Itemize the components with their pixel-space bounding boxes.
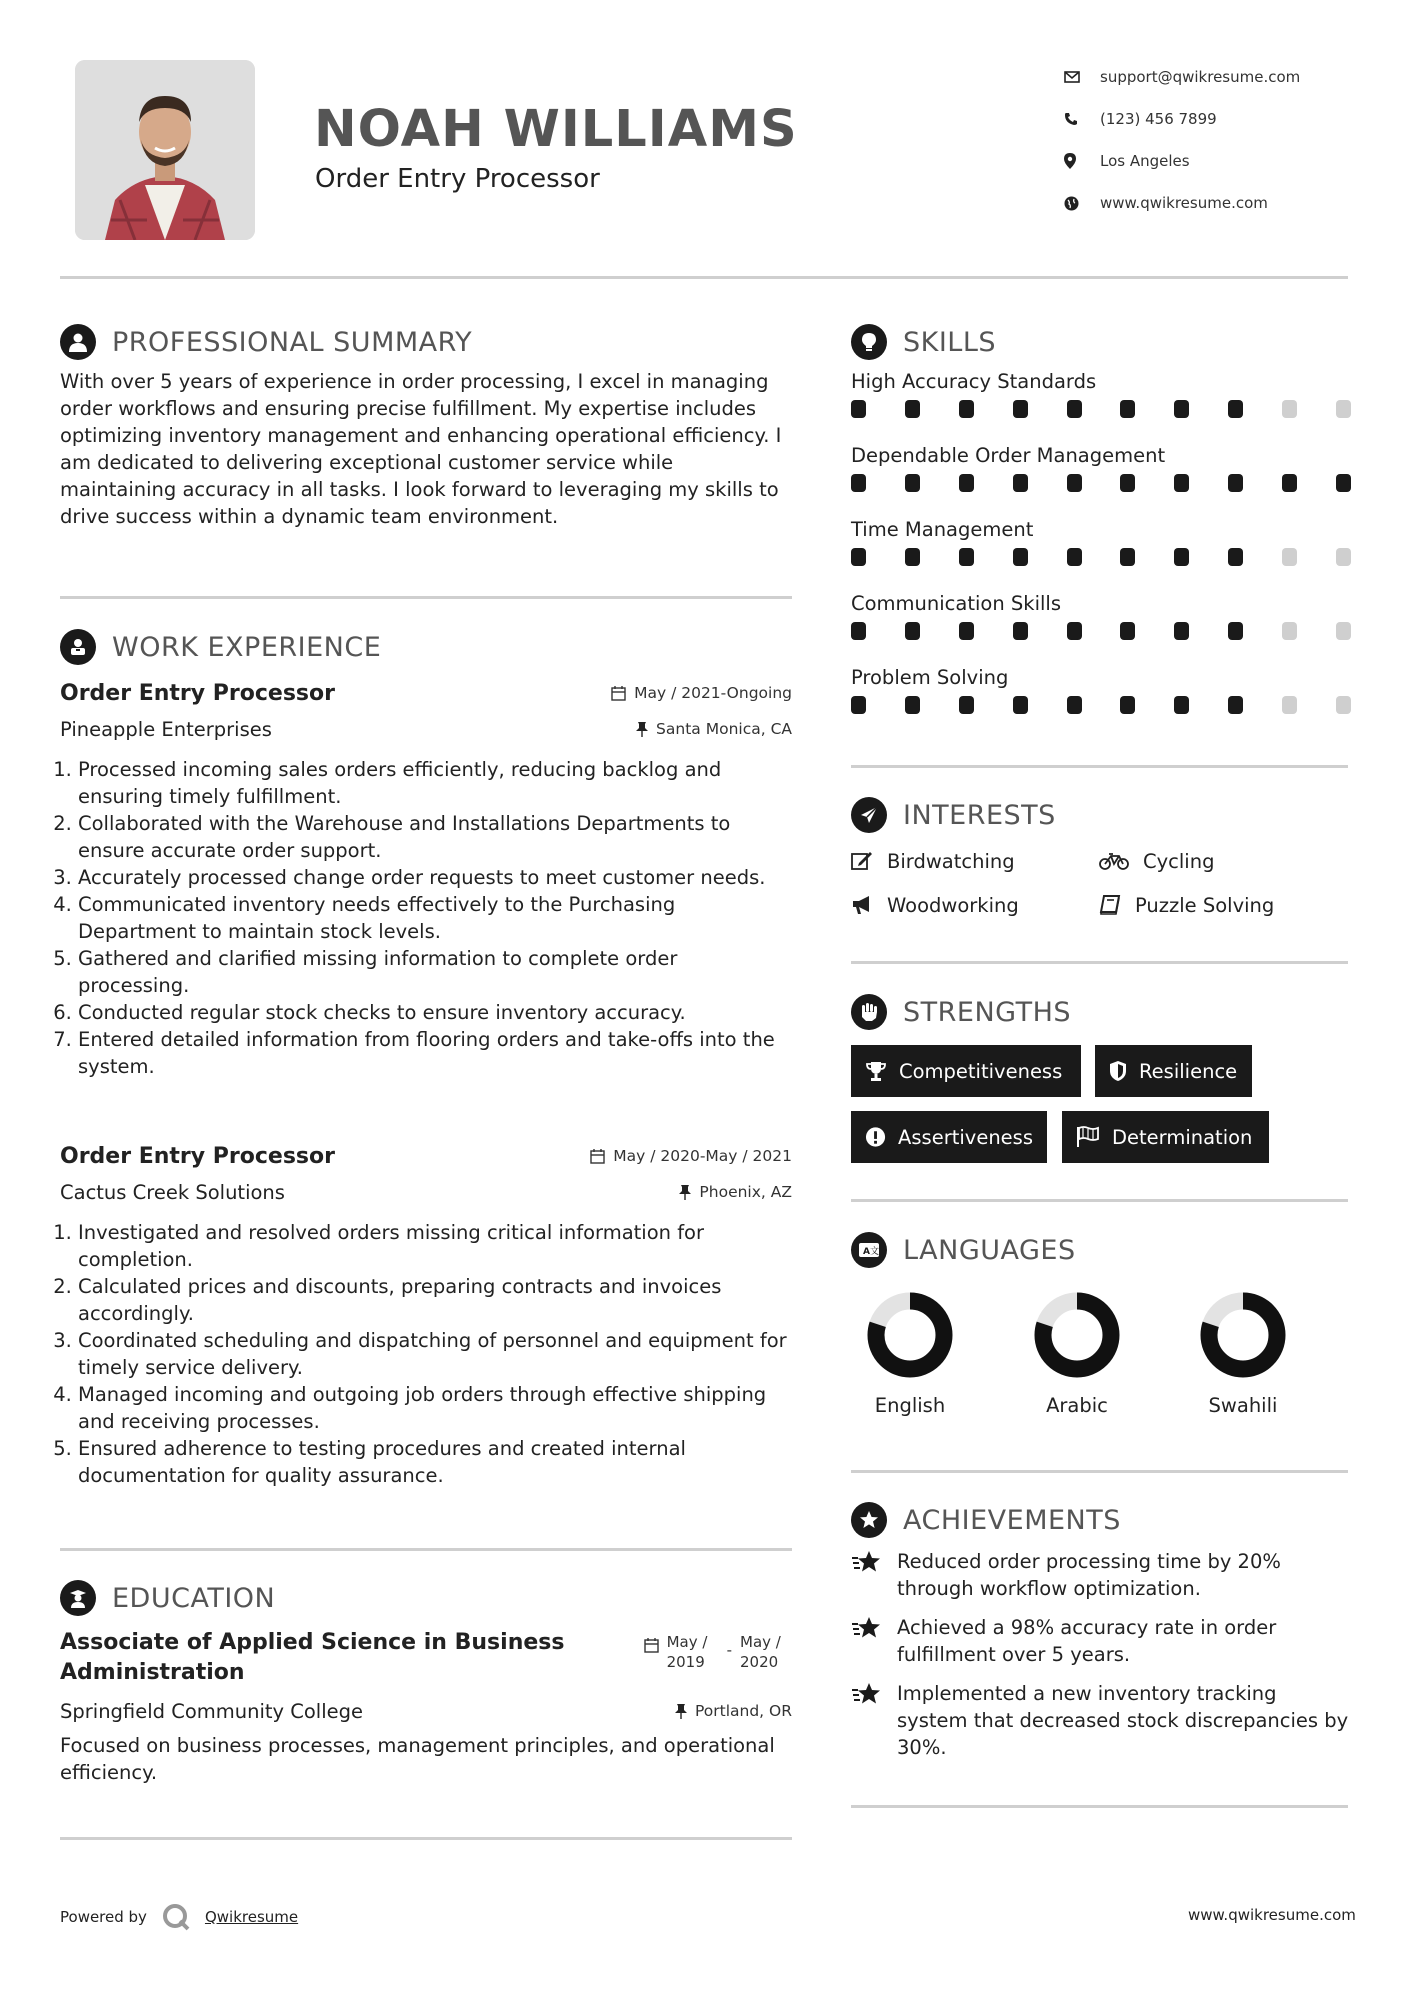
pushpin-icon [636, 722, 648, 737]
skill-dot-filled [959, 474, 974, 492]
user-icon [60, 324, 96, 360]
language-label: Arabic [1046, 1394, 1108, 1417]
contact-phone-text: (123) 456 7899 [1100, 110, 1217, 128]
skill-dot-filled [1174, 622, 1189, 640]
skill-dot-filled [1174, 400, 1189, 418]
degree-title: Associate of Applied Science in Business Administration [60, 1630, 565, 1685]
achievements-heading: ACHIEVEMENTS [903, 1504, 1121, 1536]
job-location [636, 720, 792, 738]
skill-dot-filled [1067, 474, 1082, 492]
job-bullet: 2. Collaborated with the Warehouse and Installations Departments to ensure accurate order support. [78, 810, 792, 864]
skill-dot-filled [1120, 696, 1135, 714]
achievements-header [851, 1502, 1351, 1538]
job-entry [60, 678, 792, 1080]
bicycle-icon [1099, 851, 1129, 871]
svg-text:文: 文 [870, 1247, 880, 1257]
header-divider [60, 276, 1348, 279]
contact-list [1064, 56, 1364, 224]
contact-email[interactable] [1064, 56, 1364, 98]
language-donut [1198, 1290, 1288, 1380]
skill-dot-filled [1013, 696, 1028, 714]
interest-label: Birdwatching [887, 849, 1015, 873]
summary-heading: PROFESSIONAL SUMMARY [112, 326, 473, 358]
education-location-text: Portland, OR [694, 1702, 792, 1720]
strength-label: Resilience [1139, 1059, 1238, 1083]
education-date [644, 1628, 792, 1688]
globe-icon [1064, 196, 1100, 211]
education-header [60, 1580, 792, 1616]
book-icon [1099, 895, 1121, 915]
language-item [845, 1290, 975, 1417]
pushpin-icon [675, 1704, 687, 1719]
skill-rating [851, 548, 1351, 586]
skills-heading: SKILLS [903, 326, 997, 358]
job-bullet: 2. Calculated prices and discounts, preparing contracts and invoices accordingly. [78, 1273, 792, 1327]
fist-icon [851, 994, 887, 1030]
qwikresume-link[interactable]: Qwikresume [204, 1908, 299, 1926]
languages-section [851, 1232, 1351, 1268]
education-description: Focused on business processes, management principles, and operational efficiency. [60, 1734, 775, 1784]
contact-email-text: support@qwikresume.com [1100, 68, 1301, 86]
languages-header [851, 1232, 1351, 1268]
school-name: Springfield Community College [60, 1699, 364, 1723]
experience-section [60, 629, 792, 665]
calendar-icon [590, 1149, 605, 1164]
language-item [1012, 1290, 1142, 1417]
pushpin-icon [679, 1185, 691, 1200]
skill-item [851, 364, 1351, 438]
skill-name: High Accuracy Standards [851, 370, 1097, 393]
trophy-icon [865, 1060, 887, 1082]
skill-dot-filled [1174, 696, 1189, 714]
megaphone-icon [851, 895, 873, 915]
job-bullet: 7. Entered detailed information from flooring orders and take-offs into the system. [78, 1026, 792, 1080]
flag-icon [1076, 1126, 1100, 1148]
candidate-title: Order Entry Processor [315, 164, 600, 194]
skill-dot-empty [1336, 548, 1351, 566]
phone-icon [1064, 112, 1100, 126]
achievement-item [851, 1614, 1351, 1668]
skill-dot-filled [1120, 474, 1135, 492]
interests-heading: INTERESTS [903, 799, 1056, 831]
education-section [60, 1580, 792, 1786]
summary-header [60, 324, 795, 360]
summary-section [60, 324, 795, 530]
skill-rating [851, 622, 1351, 660]
skill-dot-empty [1336, 622, 1351, 640]
pencil-square-icon [851, 851, 873, 871]
job-bullet: 1. Processed incoming sales orders efficiently, reducing backlog and ensuring timely fulfillment. [78, 756, 792, 810]
skills-header [851, 324, 1351, 360]
education-divider [60, 1837, 792, 1840]
skill-name: Communication Skills [851, 592, 1061, 615]
job-date [590, 1147, 792, 1165]
skill-dot-filled [1013, 474, 1028, 492]
experience-header [60, 629, 792, 665]
footer-brand [60, 1902, 298, 1932]
graduate-icon [60, 1580, 96, 1616]
skill-dot-filled [959, 622, 974, 640]
skill-dot-filled [1228, 622, 1243, 640]
job-location [679, 1183, 792, 1201]
skill-dot-filled [1120, 622, 1135, 640]
language-donut [1032, 1290, 1122, 1380]
skill-dot-filled [1013, 622, 1028, 640]
job-bullet: 5. Gathered and clarified missing information to complete order processing. [78, 945, 792, 999]
skill-dot-filled [1067, 400, 1082, 418]
job-title: Order Entry Processor [60, 680, 335, 706]
powered-by-text: Powered by [60, 1908, 147, 1926]
achievement-text: Achieved a 98% accuracy rate in order fulfillment over 5 years. [897, 1616, 1277, 1666]
star-icon [851, 1680, 897, 1761]
skill-dot-filled [1228, 548, 1243, 566]
star-icon [851, 1548, 897, 1602]
interest-label: Cycling [1143, 849, 1215, 873]
language-label: English [874, 1394, 946, 1417]
qwikresume-logo-icon [161, 1902, 191, 1932]
contact-location [1064, 140, 1364, 182]
strength-tag [1095, 1045, 1252, 1097]
skill-dot-filled [1067, 548, 1082, 566]
skill-dot-filled [1013, 548, 1028, 566]
interest-item [851, 839, 1099, 883]
achievement-text: Reduced order processing time by 20% through workflow optimization. [897, 1550, 1281, 1600]
skill-dot-filled [851, 548, 866, 566]
profile-photo-illustration [75, 60, 255, 240]
job-bullets [60, 1219, 792, 1489]
strength-tag [1062, 1111, 1269, 1163]
job-bullet: 4. Communicated inventory needs effectively to the Purchasing Department to maintain stock levels. [78, 891, 792, 945]
skill-dot-filled [1013, 400, 1028, 418]
skill-dot-filled [851, 400, 866, 418]
summary-divider [60, 596, 792, 599]
achievement-text: Implemented a new inventory tracking system that decreased stock discrepancies by 30%. [897, 1682, 1349, 1759]
briefcase-user-icon [60, 629, 96, 665]
skill-dot-filled [851, 622, 866, 640]
skill-dot-empty [1336, 400, 1351, 418]
skill-dot-filled [959, 548, 974, 566]
education-location [675, 1702, 792, 1720]
strengths-section [851, 994, 1351, 1030]
education-date-separator: - [726, 1641, 732, 1659]
job-title: Order Entry Processor [60, 1143, 335, 1169]
candidate-name: NOAH WILLIAMS [314, 100, 798, 159]
job-bullet: 3. Accurately processed change order requests to meet customer needs. [78, 864, 792, 891]
education-heading: EDUCATION [112, 1582, 276, 1614]
job-location-text: Phoenix, AZ [699, 1183, 792, 1201]
job-bullet: 5. Ensured adherence to testing procedures and created internal documentation for quality assurance. [78, 1435, 792, 1489]
interest-item [1099, 883, 1347, 927]
envelope-icon [1064, 71, 1100, 83]
skill-rating [851, 400, 1351, 438]
interests-section [851, 797, 1351, 927]
skill-dot-filled [1282, 474, 1297, 492]
education-date-end: May / 2020 [740, 1633, 781, 1671]
skill-name: Problem Solving [851, 666, 1009, 689]
job-bullet: 6. Conducted regular stock checks to ensure inventory accuracy. [78, 999, 792, 1026]
calendar-icon [611, 686, 626, 701]
skill-name: Time Management [851, 518, 1034, 541]
strength-label: Competitiveness [899, 1059, 1063, 1083]
profile-photo [75, 60, 255, 240]
job-date-text: May / 2020-May / 2021 [613, 1147, 792, 1165]
skill-item [851, 512, 1351, 586]
contact-website-text: www.qwikresume.com [1100, 194, 1268, 212]
skill-dot-empty [1282, 400, 1297, 418]
interest-item [851, 883, 1099, 927]
experience-divider [60, 1548, 792, 1551]
skill-dot-empty [1282, 622, 1297, 640]
job-company: Pineapple Enterprises [60, 717, 272, 741]
skill-dot-empty [1336, 696, 1351, 714]
skill-dot-filled [959, 696, 974, 714]
skill-dot-filled [1336, 474, 1351, 492]
skill-item [851, 586, 1351, 660]
job-company: Cactus Creek Solutions [60, 1180, 285, 1204]
language-donut [865, 1290, 955, 1380]
strength-tag [851, 1045, 1081, 1097]
contact-website[interactable] [1064, 182, 1364, 224]
footer-website[interactable]: www.qwikresume.com [1188, 1906, 1356, 1924]
skill-rating [851, 474, 1351, 512]
star-badge-icon [851, 1502, 887, 1538]
skill-dot-filled [1120, 548, 1135, 566]
languages-heading: LANGUAGES [903, 1234, 1076, 1266]
achievement-item [851, 1680, 1351, 1761]
star-icon [851, 1614, 897, 1668]
skill-dot-filled [959, 400, 974, 418]
language-icon [851, 1232, 887, 1268]
strength-tag [851, 1111, 1047, 1163]
skill-dot-empty [1282, 548, 1297, 566]
education-date-start: May / 2019 [666, 1633, 708, 1671]
interest-label: Woodworking [887, 893, 1019, 917]
job-bullet: 4. Managed incoming and outgoing job orders through effective shipping and receiving processes. [78, 1381, 792, 1435]
skill-dot-filled [1067, 622, 1082, 640]
skill-dot-filled [905, 622, 920, 640]
strength-label: Assertiveness [898, 1125, 1033, 1149]
achievement-item [851, 1548, 1351, 1602]
job-bullets [60, 756, 792, 1080]
skill-dot-filled [851, 696, 866, 714]
job-date-text: May / 2021-Ongoing [634, 684, 792, 702]
contact-phone[interactable] [1064, 98, 1364, 140]
skill-dot-filled [1067, 696, 1082, 714]
achievements-divider [851, 1805, 1348, 1808]
skill-dot-filled [851, 474, 866, 492]
job-date [611, 684, 792, 702]
skills-list [851, 364, 1351, 734]
skill-dot-filled [1228, 400, 1243, 418]
skill-dot-filled [1174, 548, 1189, 566]
achievements-list [851, 1548, 1351, 1761]
strengths-header [851, 994, 1351, 1030]
contact-location-text: Los Angeles [1100, 152, 1190, 170]
skill-name: Dependable Order Management [851, 444, 1166, 467]
skill-rating [851, 696, 1351, 734]
skill-dot-filled [905, 400, 920, 418]
achievements-section [851, 1502, 1351, 1773]
job-bullet: 1. Investigated and resolved orders missing critical information for completion. [78, 1219, 792, 1273]
skill-dot-filled [905, 548, 920, 566]
strengths-divider [851, 1199, 1348, 1202]
paper-plane-icon [851, 797, 887, 833]
interest-item [1099, 839, 1347, 883]
skill-item [851, 438, 1351, 512]
skill-dot-filled [1228, 474, 1243, 492]
skill-dot-filled [1174, 474, 1189, 492]
skill-dot-empty [1282, 696, 1297, 714]
skill-dot-filled [905, 696, 920, 714]
skill-dot-filled [1120, 400, 1135, 418]
languages-divider [851, 1470, 1348, 1473]
job-bullet: 3. Coordinated scheduling and dispatching of personnel and equipment for timely service delivery. [78, 1327, 792, 1381]
strengths-heading: STRENGTHS [903, 996, 1072, 1028]
map-pin-icon [1064, 153, 1100, 169]
skill-dot-filled [1228, 696, 1243, 714]
exclamation-circle-icon [865, 1126, 886, 1148]
language-label: Swahili [1208, 1394, 1278, 1417]
lightbulb-icon [851, 324, 887, 360]
shield-icon [1109, 1060, 1127, 1082]
strength-label: Determination [1112, 1125, 1253, 1149]
svg-text:A: A [863, 1247, 870, 1257]
interest-label: Puzzle Solving [1135, 893, 1275, 917]
experience-heading: WORK EXPERIENCE [112, 631, 382, 663]
skills-section [851, 324, 1351, 734]
skill-item [851, 660, 1351, 734]
calendar-icon [644, 1638, 659, 1653]
language-item [1178, 1290, 1308, 1417]
job-location-text: Santa Monica, CA [656, 720, 792, 738]
skills-divider [851, 765, 1348, 768]
interests-divider [851, 961, 1348, 964]
job-entry [60, 1141, 792, 1489]
skill-dot-filled [905, 474, 920, 492]
summary-text: With over 5 years of experience in order processing, I excel in managing order workflows and ensuring precise fulfillment. My expertise includes optimizing inventory management and enhancing operational efficiency. I am dedicated to delivering exceptional customer service while maintaining accuracy in all tasks. I look forward to leveraging my skills to drive success within a dynamic team environment. [60, 370, 782, 528]
interests-header [851, 797, 1351, 833]
